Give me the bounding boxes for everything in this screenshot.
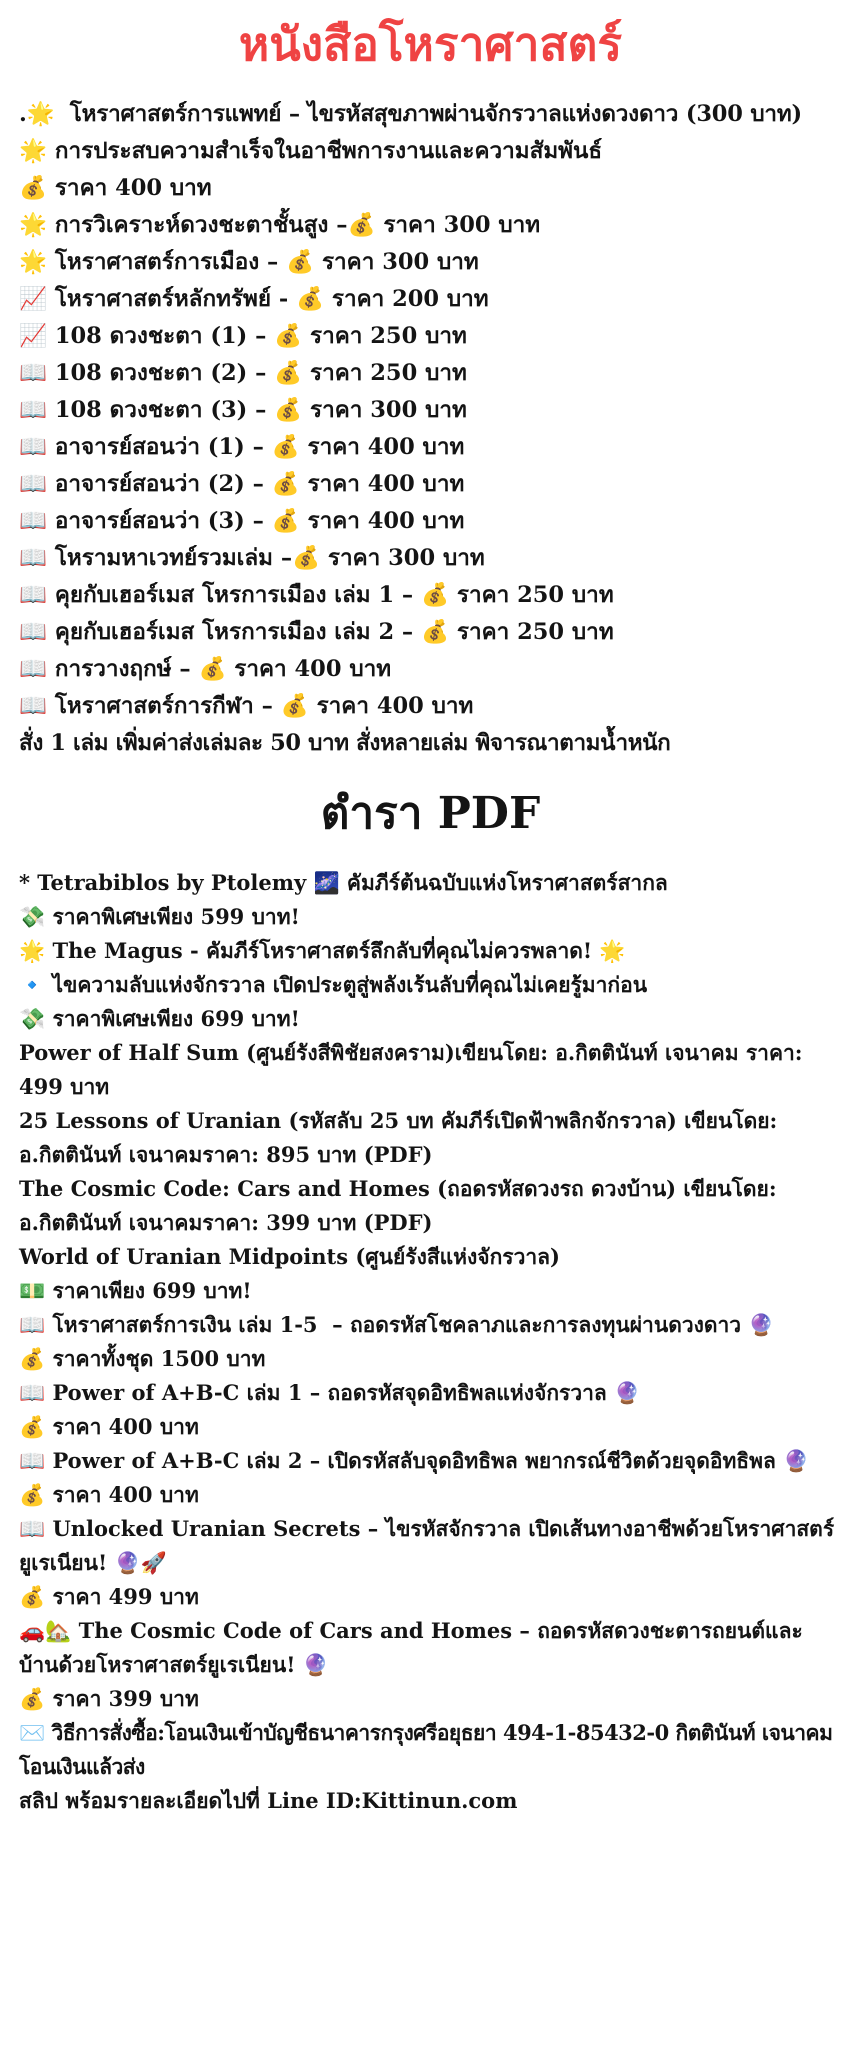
list-item: 📖 โหราศาสตร์การกีฬา – 💰 ราคา 400 บาท <box>19 693 474 719</box>
list-item: 📖 อาจารย์สอนว่า (3) – 💰 ราคา 400 บาท <box>19 508 465 534</box>
list-item: 💰 ราคา 400 บาท <box>19 1482 199 1507</box>
list-item: 💰 ราคา 499 บาท <box>19 1584 199 1609</box>
list-item: 💰 ราคา 400 บาท <box>19 1414 199 1439</box>
pdf-section-title: ตำรา PDF <box>320 788 541 839</box>
list-item: 🌟 The Magus - คัมภีร์โหราศาสตร์ลึกลับที่คุณไม่ควรพลาด! 🌟 <box>19 938 626 963</box>
list-item: * Tetrabiblos by Ptolemy 🌌 คัมภีร์ต้นฉบับแห่งโหราศาสตร์สากล <box>19 870 668 895</box>
list-item: 📖 การวางฤกษ์ – 💰 ราคา 400 บาท <box>19 656 392 682</box>
list-item: 🌟 การประสบความสำเร็จในอาชีพการงานและความสัมพันธ์ <box>19 138 603 164</box>
list-item: 📖 Power of A+B-C เล่ม 1 – ถอดรหัสจุดอิทธิพลแห่งจักรวาล 🔮 <box>19 1380 641 1405</box>
list-item: 📖 อาจารย์สอนว่า (2) – 💰 ราคา 400 บาท <box>19 471 465 497</box>
page <box>0 14 860 2054</box>
page-title: หนังสือโหราศาสตร์ <box>238 17 623 71</box>
list-item: 📖 คุยกับเฮอร์เมส โหรการเมือง เล่ม 1 – 💰 ราคา 250 บาท <box>19 582 614 608</box>
list-item: ✉️ วิธีการสั่งซื้อ:โอนเงินเข้าบัญชีธนาคารกรุงศรีอยุธยา 494-1-85432-0 กิตตินันท์ เจนาคม โอนเงินแล้วส่ง <box>19 1720 840 1779</box>
list-item: 💰 ราคา 400 บาท <box>19 175 212 201</box>
list-item: 📖 108 ดวงชะตา (2) – 💰 ราคา 250 บาท <box>19 360 467 386</box>
list-item: .🌟 โหราศาสตร์การแพทย์ – ไขรหัสสุขภาพผ่านจักรวาลแห่งดวงดาว (300 บาท) <box>19 101 802 127</box>
list-item: 💸 ราคาพิเศษเพียง 699 บาท! <box>19 1006 300 1031</box>
list-item: 📖 โหรามหาเวทย์รวมเล่ม –💰 ราคา 300 บาท <box>19 545 485 571</box>
list-item: 💵 ราคาเพียง 699 บาท! <box>19 1278 252 1303</box>
list-item: 📖 108 ดวงชะตา (3) – 💰 ราคา 300 บาท <box>19 397 467 423</box>
list-item: 💸 ราคาพิเศษเพียง 599 บาท! <box>19 904 300 929</box>
list-item: Power of Half Sum (ศูนย์รังสีพิชัยสงคราม)เขียนโดย: อ.กิตตินันท์ เจนาคม ราคา: 499 บาท <box>19 1040 810 1099</box>
book-list <box>19 96 842 725</box>
list-item: 📖 โหราศาสตร์การเงิน เล่ม 1-5 – ถอดรหัสโชคลาภและการลงทุนผ่านดวงดาว 🔮 <box>19 1312 775 1337</box>
list-item: 📖 อาจารย์สอนว่า (1) – 💰 ราคา 400 บาท <box>19 434 465 460</box>
list-item: 🔹 ไขความลับแห่งจักรวาล เปิดประตูสู่พลังเร้นลับที่คุณไม่เคยรู้มาก่อน <box>19 972 648 997</box>
list-item: 🌟 โหราศาสตร์การเมือง – 💰 ราคา 300 บาท <box>19 249 479 275</box>
shipping-note: สั่ง 1 เล่ม เพิ่มค่าส่งเล่มละ 50 บาท สั่งหลายเล่ม พิจารณาตามน้ำหนัก <box>19 730 671 756</box>
list-item: 🚗🏡 The Cosmic Code of Cars and Homes – ถอดรหัสดวงชะตารถยนต์และบ้านด้วยโหราศาสตร์ยูเรเนียน! 🔮 <box>19 1618 803 1677</box>
list-item: สลิป พร้อมรายละเอียดไปที่ Line ID:Kittinun.com <box>19 1788 518 1813</box>
list-item: 📈 108 ดวงชะตา (1) – 💰 ราคา 250 บาท <box>19 323 467 349</box>
list-item: 💰 ราคา 399 บาท <box>19 1686 199 1711</box>
list-item: The Cosmic Code: Cars and Homes (ถอดรหัสดวงรถ ดวงบ้าน) เขียนโดย: อ.กิตตินันท์ เจนาคมราคา: 399 บาท (PDF) <box>19 1176 784 1235</box>
list-item: 25 Lessons of Uranian (รหัสลับ 25 บท คัมภีร์เปิดฟ้าพลิกจักรวาล) เขียนโดย: อ.กิตตินันท์ เจนาคมราคา: 895 บาท (PDF) <box>19 1108 785 1167</box>
list-item: 📈 โหราศาสตร์หลักทรัพย์ - 💰 ราคา 200 บาท <box>19 286 489 312</box>
list-item: World of Uranian Midpoints (ศูนย์รังสีแห่งจักรวาล) <box>19 1244 560 1269</box>
list-item: 💰 ราคาทั้งชุด 1500 บาท <box>19 1346 266 1371</box>
list-item: 📖 Power of A+B-C เล่ม 2 – เปิดรหัสลับจุดอิทธิพล พยากรณ์ชีวิตด้วยจุดอิทธิพล 🔮 <box>19 1448 810 1473</box>
list-item: 📖 คุยกับเฮอร์เมส โหรการเมือง เล่ม 2 – 💰 ราคา 250 บาท <box>19 619 614 645</box>
list-item: 🌟 การวิเคราะห์ดวงชะตาชั้นสูง –💰 ราคา 300 บาท <box>19 212 541 238</box>
pdf-list <box>19 866 842 1818</box>
list-item: 📖 Unlocked Uranian Secrets – ไขรหัสจักรวาล เปิดเส้นทางอาชีพด้วยโหราศาสตร์ยูเรเนียน! 🔮🚀 <box>19 1516 835 1575</box>
